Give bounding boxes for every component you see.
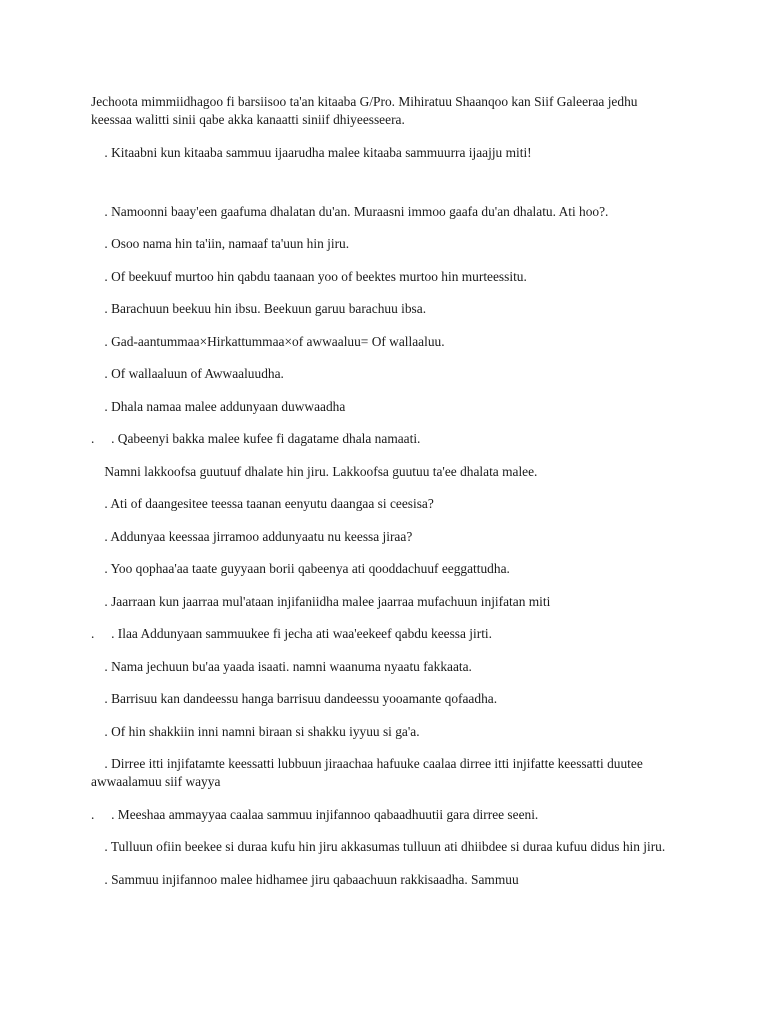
quote-item: . Jaarraan kun jaarraa mul'ataan injifaniidha malee jaarraa mufachuun injifatan miti	[91, 593, 551, 609]
quote-item: . Kitaabni kun kitaaba sammuu ijaarudha malee kitaaba sammuurra ijaajju miti!	[91, 144, 532, 160]
intro-paragraph: Jechoota mimmiidhagoo fi barsiisoo ta'an kitaaba G/Pro. Mihiratuu Shaanqoo kan Siif Galeeraa jedhu keessaa walitti sinii qabe akka kanaatti siniif dhiyeesseera.	[91, 94, 641, 127]
quote-item: . Sammuu injifannoo malee hidhamee jiru qabaachuun rakkisaadha. Sammuu	[91, 871, 519, 887]
quote-item: . Namoonni baay'een gaafuma dhalatan du'an. Muraasni immoo gaafa du'an dhalatu. Ati hoo?.	[91, 203, 609, 219]
quote-item: . Of hin shakkiin inni namni biraan si shakku iyyuu si ga'a.	[91, 723, 420, 739]
document-body	[91, 93, 671, 903]
quote-item: . Gad-aantummaa×Hirkattummaa×of awwaaluu= Of wallaaluu.	[91, 333, 445, 349]
quote-item: . Barachuun beekuu hin ibsu. Beekuun garuu barachuu ibsa.	[91, 301, 427, 316]
quote-item: . Dirree itti injifatamte keessatti lubbuun jiraachaa hafuuke caalaa dirree itti injifatte keessatti duutee awwaalamuu siif wayya	[91, 756, 647, 789]
quote-item: . Nama jechuun bu'aa yaada isaati. namni waanuma nyaatu fakkaata.	[91, 658, 472, 674]
quote-item: . Ati of daangesitee teessa taanan eenyutu daangaa si ceesisa?	[91, 496, 434, 511]
quote-item: Namni lakkoofsa guutuuf dhalate hin jiru. Lakkoofsa guutuu ta'ee dhalata malee.	[91, 463, 538, 479]
quote-item: . Yoo qophaa'aa taate guyyaan borii qabeenya ati qooddachuuf eeggattudha.	[91, 561, 510, 576]
quote-item: . . Ilaa Addunyaan sammuukee fi jecha ati waa'eekeef qabdu keessa jirti.	[91, 626, 492, 641]
quote-item: . Addunyaa keessaa jirramoo addunyaatu nu keessa jiraa?	[91, 528, 413, 544]
quote-item: . . Meeshaa ammayyaa caalaa sammuu injifannoo qabaadhuutii gara dirree seeni.	[91, 806, 539, 822]
quote-item: . Of beekuuf murtoo hin qabdu taanaan yoo of beektes murtoo hin murteessitu.	[91, 268, 527, 284]
quote-item: . Of wallaaluun of Awwaaluudha.	[91, 366, 284, 381]
quote-item: . Barrisuu kan dandeessu hanga barrisuu dandeessu yooamante qofaadha.	[91, 691, 498, 706]
quote-item: . Dhala namaa malee addunyaan duwwaadha	[91, 398, 346, 414]
quote-item: . Osoo nama hin ta'iin, namaaf ta'uun hin jiru.	[91, 236, 350, 251]
quote-item: . Tulluun ofiin beekee si duraa kufu hin jiru akkasumas tulluun ati dhiibdee si duraa kufuu didus hin jiru.	[91, 839, 666, 854]
quote-item: . . Qabeenyi bakka malee kufee fi dagatame dhala namaati.	[91, 431, 421, 446]
